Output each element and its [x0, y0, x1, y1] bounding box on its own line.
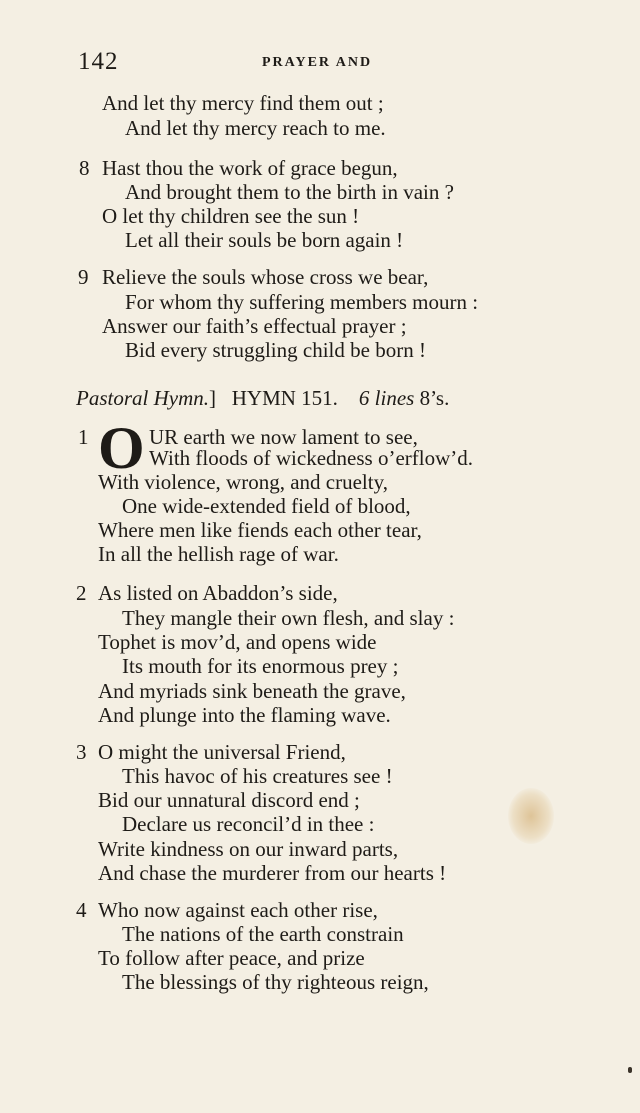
- verse-line: Relieve the souls whose cross we bear,: [102, 265, 429, 289]
- ink-speck: [628, 1067, 632, 1073]
- verse-line: Who now against each other rise,: [98, 898, 378, 922]
- verse-line: With violence, wrong, and cruelty,: [98, 470, 388, 494]
- verse-line: And chase the murderer from our hearts !: [98, 861, 447, 885]
- hymn-header: [76, 385, 449, 411]
- stanza-number: 2: [76, 581, 87, 605]
- verse-line: In all the hellish rage of war.: [98, 542, 339, 566]
- verse-line: With floods of wickedness o’erflow’d.: [149, 446, 473, 470]
- stanza-number: 8: [79, 156, 90, 180]
- verse-line: UR earth we now lament to see,: [149, 425, 418, 449]
- verse-line: Answer our faith’s effectual prayer ;: [102, 314, 407, 338]
- verse-line: O let thy children see the sun !: [102, 204, 360, 228]
- stanza-number: 9: [78, 265, 89, 289]
- hymn-meter-syllables: 8’s.: [419, 386, 450, 410]
- verse-line: And plunge into the flaming wave.: [98, 703, 391, 727]
- verse-line: Write kindness on our inward parts,: [98, 837, 399, 861]
- page-number: 142: [78, 48, 119, 75]
- verse-line: Declare us reconcil’d in thee :: [122, 812, 375, 836]
- verse-line: Hast thou the work of grace begun,: [102, 156, 398, 180]
- verse-line: They mangle their own flesh, and slay :: [122, 606, 455, 630]
- verse-line: As listed on Abaddon’s side,: [98, 581, 338, 605]
- verse-line: And let thy mercy find them out ;: [102, 91, 384, 115]
- hymn-bracket: ]: [209, 386, 216, 410]
- stanza-number: 3: [76, 740, 87, 764]
- stanza-number: 4: [76, 898, 87, 922]
- hymn-meter-lines: 6 lines: [358, 386, 415, 410]
- verse-line: Let all their souls be born again !: [125, 228, 404, 252]
- verse-line: This havoc of his creatures see !: [122, 764, 393, 788]
- verse-line: Tophet is mov’d, and opens wide: [98, 630, 377, 654]
- running-head: [78, 48, 580, 76]
- verse-line: Bid our unnatural discord end ;: [98, 788, 360, 812]
- verse-line: The nations of the earth constrain: [122, 922, 404, 946]
- verse-line: The blessings of thy righteous reign,: [122, 970, 429, 994]
- verse-line: Where men like fiends each other tear,: [98, 518, 422, 542]
- verse-line: Its mouth for its enormous prey ;: [122, 654, 399, 678]
- hymn-title: HYMN 151.: [231, 386, 338, 410]
- verse-line: For whom thy suffering members mourn :: [125, 290, 479, 314]
- verse-line: One wide-extended field of blood,: [122, 494, 411, 518]
- verse-line: And let thy mercy reach to me.: [125, 116, 386, 140]
- hymn-source: Pastoral Hymn.: [76, 386, 209, 410]
- verse-line: And myriads sink beneath the grave,: [98, 679, 406, 703]
- verse-line: Bid every struggling child be born !: [125, 338, 426, 362]
- verse-line: To follow after peace, and prize: [98, 946, 365, 970]
- running-title: PRAYER AND: [262, 55, 373, 70]
- drop-cap: O: [98, 415, 145, 481]
- verse-line: O might the universal Friend,: [98, 740, 346, 764]
- verse-line: And brought them to the birth in vain ?: [125, 180, 454, 204]
- stanza-number: 1: [78, 425, 89, 449]
- paper-stain: [508, 788, 554, 844]
